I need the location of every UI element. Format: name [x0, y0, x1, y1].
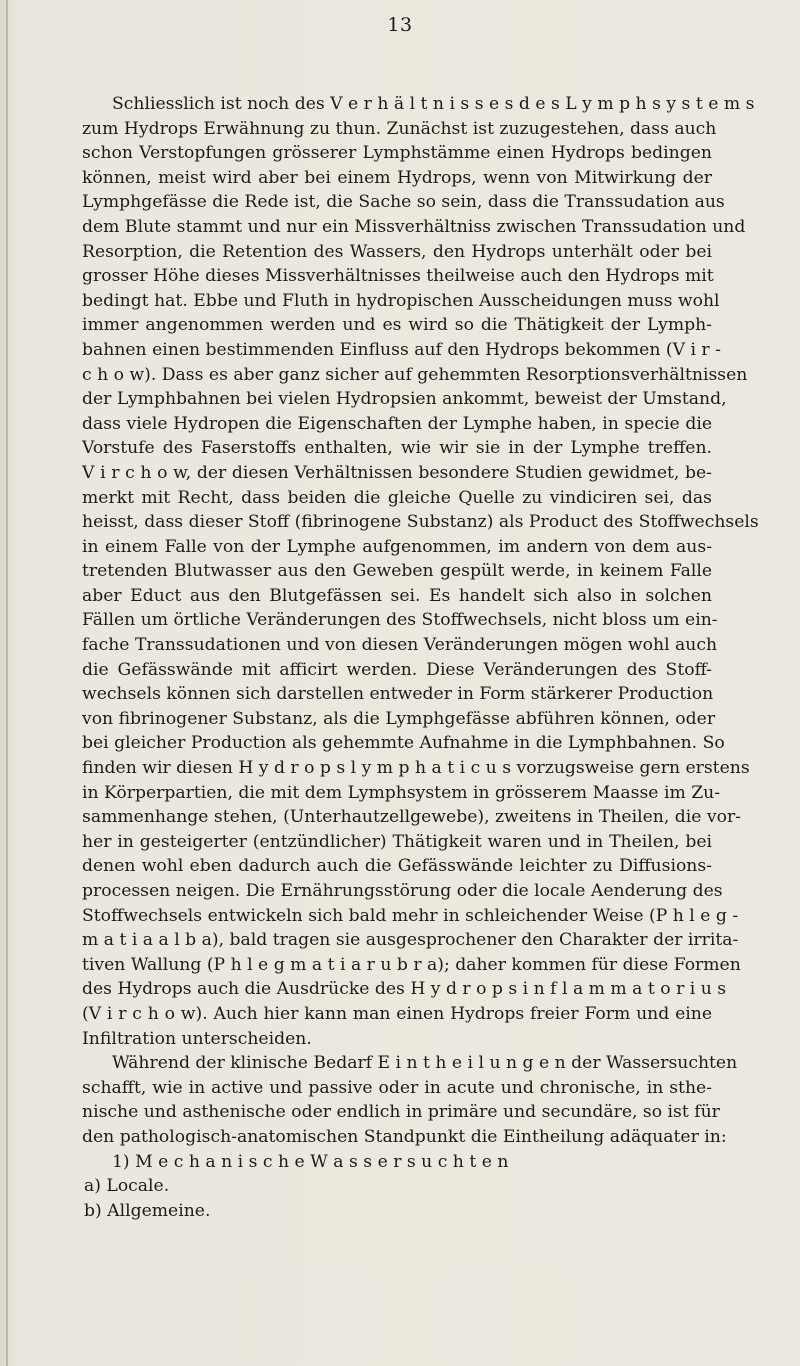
text-line: 1) M e c h a n i s c h e W a s s e r s u c h t e n [112, 1151, 509, 1172]
text-line: m a t i a a l b a), bald tragen sie ausgesprochener den Charakter der irrita- [82, 930, 739, 951]
text-line: Stoffwechsels entwickeln sich bald mehr in schleichender Weise (P h l e g - [82, 905, 739, 926]
text-line: schafft, wie in active und passive oder in acute und chronische, in sthe- [82, 1077, 712, 1098]
text-line: bei gleicher Production als gehemmte Aufnahme in die Lymphbahnen. So [82, 733, 725, 754]
text-line: merkt mit Recht, dass beiden die gleiche Quelle zu vindiciren sei, das [82, 487, 712, 508]
text-line: Schliesslich ist noch des V e r h ä l t n i s s e s d e s L y m p h s y s t e m s [112, 94, 755, 114]
text-line: denen wohl eben dadurch auch die Gefässwände leichter zu Diffusions- [82, 856, 712, 877]
text-line: können, meist wird aber bei einem Hydrops, wenn von Mitwirkung der [82, 167, 712, 188]
text-line: b) Allgemeine. [84, 1200, 211, 1221]
text-line: bedingt hat. Ebbe und Fluth in hydropischen Ausscheidungen muss wohl [82, 290, 720, 311]
text-line: in Körperpartien, die mit dem Lymphsystem in grösserem Maasse im Zu- [82, 782, 721, 803]
text-line: aber Educt aus den Blutgefässen sei. Es handelt sich also in solchen [82, 585, 712, 606]
text-line: wechsels können sich darstellen entweder in Form stärkerer Production [82, 684, 714, 705]
text-line: tretenden Blutwasser aus den Geweben gespült werde, in keinem Falle [82, 561, 712, 582]
text-line: in einem Falle von der Lymphe aufgenommen, im andern von dem aus- [82, 536, 712, 557]
text-line: die Gefässwände mit afficirt werden. Diese Veränderungen des Stoff- [82, 659, 712, 680]
text-line: grosser Höhe dieses Missverhältnisses theilweise auch den Hydrops mit [82, 266, 714, 287]
text-line: den pathologisch-anatomischen Standpunkt die Eintheilung adäquater in: [82, 1126, 727, 1147]
body-text [82, 92, 759, 1223]
text-line: c h o w). Dass es aber ganz sicher auf gehemmten Resorptionsverhältnissen [82, 364, 748, 385]
text-line: (V i r c h o w). Auch hier kann man einen Hydrops freier Form und eine [82, 1003, 712, 1024]
text-line: heisst, dass dieser Stoff (fibrinogene Substanz) als Product des Stoffwechsels [82, 512, 759, 533]
text-line: Lymphgefässe die Rede ist, die Sache so sein, dass die Transsudation aus [82, 192, 725, 213]
text-line: immer angenommen werden und es wird so die Thätigkeit der Lymph- [82, 315, 712, 336]
text-line: Vorstufe des Faserstoffs enthalten, wie wir sie in der Lymphe treffen. [82, 438, 712, 459]
text-line: schon Verstopfungen grösserer Lymphstämme einen Hydrops bedingen [82, 143, 712, 164]
text-line: dem Blute stammt und nur ein Missverhältniss zwischen Transsudation und [82, 216, 746, 237]
page-number: 13 [387, 14, 413, 36]
text-line: Während der klinische Bedarf E i n t h e i l u n g e n der Wassersuchten [112, 1053, 738, 1074]
text-line: Resorption, die Retention des Wassers, den Hydrops unterhält oder bei [82, 241, 712, 262]
page-gutter-shadow [6, 0, 8, 1366]
text-line: Fällen um örtliche Veränderungen des Stoffwechsels, nicht bloss um ein- [82, 610, 718, 631]
text-line: bahnen einen bestimmenden Einfluss auf den Hydrops bekommen (V i r - [82, 339, 721, 360]
text-line: sammenhange stehen, (Unterhautzellgewebe), zweitens in Theilen, die vor- [82, 807, 741, 828]
text-line: des Hydrops auch die Ausdrücke des H y d r o p s i n f l a m m a t o r i u s [82, 979, 727, 1000]
text-line: V i r c h o w, der diesen Verhältnissen besondere Studien gewidmet, be- [82, 462, 712, 483]
text-line: finden wir diesen H y d r o p s l y m p h a t i c u s vorzugsweise gern erstens [82, 758, 750, 779]
text-line: fache Transsudationen und von diesen Veränderungen mögen wohl auch [82, 635, 718, 656]
text-line: Infiltration unterscheiden. [82, 1028, 312, 1049]
text-line: zum Hydrops Erwähnung zu thun. Zunächst ist zuzugestehen, dass auch [82, 118, 717, 139]
text-line: der Lymphbahnen bei vielen Hydropsien ankommt, beweist der Umstand, [82, 389, 727, 410]
text-line: processen neigen. Die Ernährungsstörung oder die locale Aenderung des [82, 881, 723, 901]
text-line: von fibrinogener Substanz, als die Lymphgefässe abführen können, oder [82, 708, 716, 729]
text-line: her in gesteigerter (entzündlicher) Thätigkeit waren und in Theilen, bei [82, 831, 712, 852]
text-line: dass viele Hydropen die Eigenschaften der Lymphe haben, in specie die [82, 413, 712, 434]
text-line: nische und asthenische oder endlich in primäre und secundäre, so ist für [82, 1102, 720, 1123]
text-line: tiven Wallung (P h l e g m a t i a r u b r a); daher kommen für diese Formen [82, 954, 741, 975]
text-line: a) Locale. [84, 1176, 170, 1197]
